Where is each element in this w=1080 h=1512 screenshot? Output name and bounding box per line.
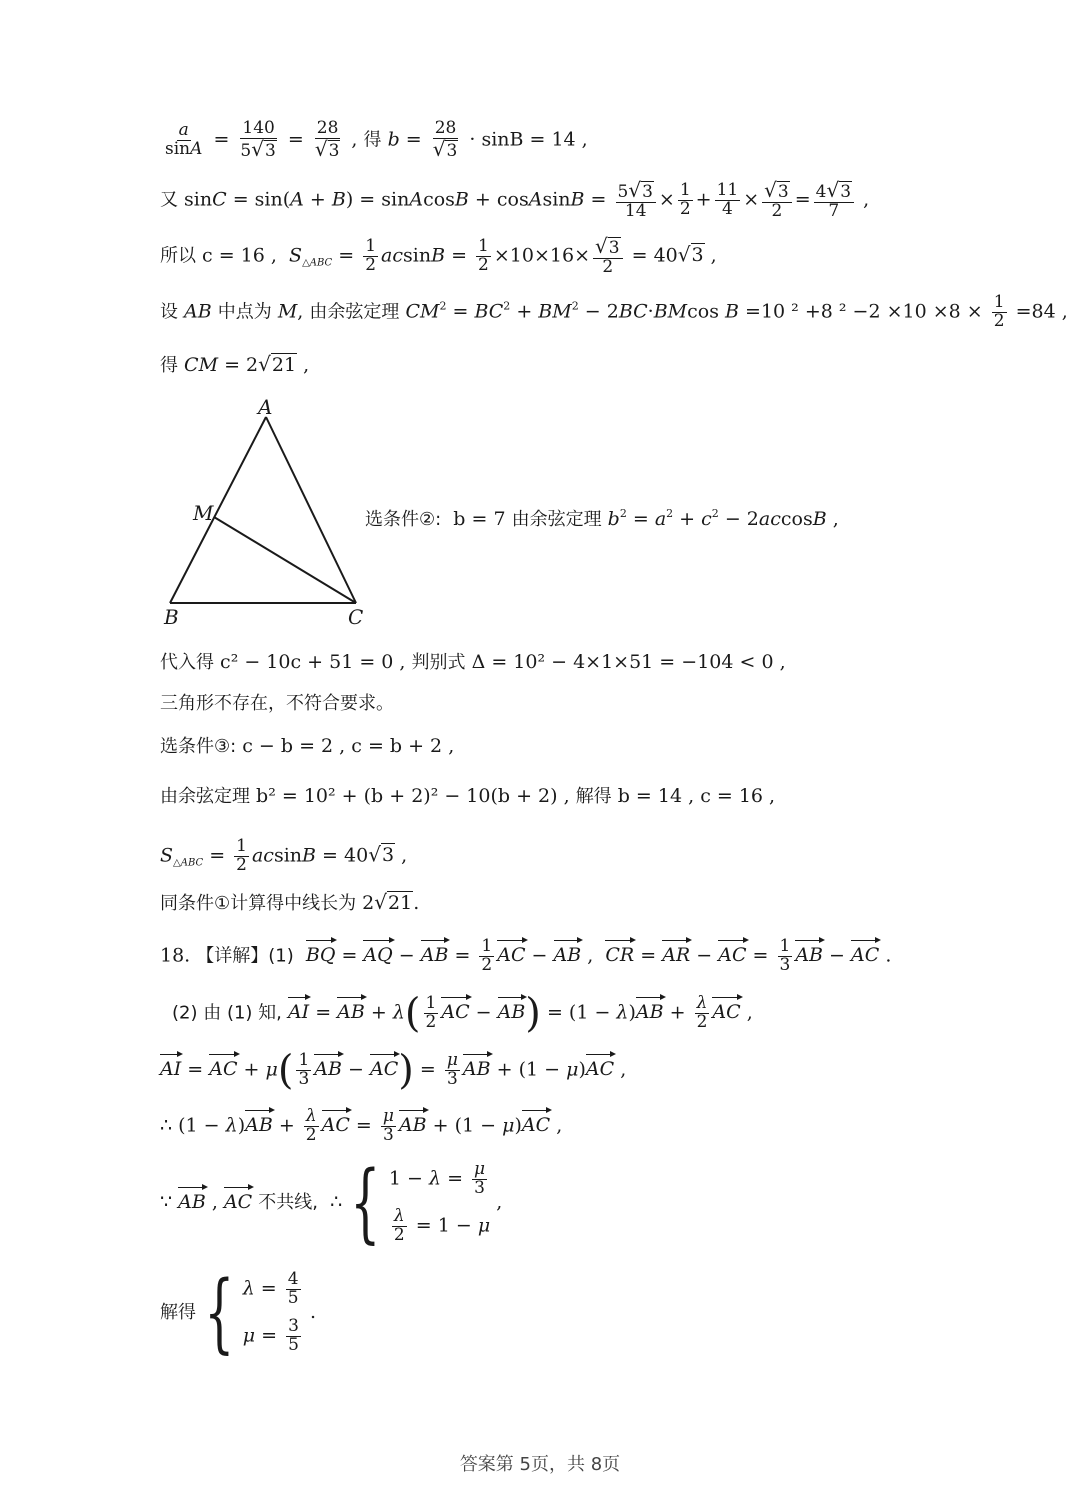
solution-line-13: 18. 【详解】(1) BQ = AQ − AB = $\frac{1}{2}$ AC − AB , CR = AR − AC = $\frac{1}{3}$ AB − AC . — [160, 936, 892, 975]
cm-computation: =10 ² +8 ² −2 ×10 ×8 × — [745, 300, 983, 323]
equation-system-2: λ = $\frac{4}{5}$ μ = $\frac{3}{5}$ — [242, 1269, 299, 1355]
detail-tag: 【详解】(1) — [196, 945, 294, 967]
text-cosine-law-2: 由余弦定理 — [511, 509, 602, 530]
solution-line-14: (2) 由 (1) 知, AI = AB + λ( $\frac{1}{2}$ AC − AB) = (1 − λ)AB + $\frac{\lambda}{2}$ AC , — [172, 990, 753, 1037]
solution-line-17: ∵ AB , AC 不共线, ∴{ 1 − λ = $\frac{\mu}{3}$ $\frac{\lambda}{2}$ = 1 − μ , — [160, 1153, 503, 1253]
solution-line-2: 又 sinC = sin(A + B) = sinAcosB + cosAsinB = $\frac{5√3}{14}$ × $\frac{1}{2}$ + $\frac{11}{4}$ × $\frac{√3}{2}$ = $\frac{4√3}{7}$ , — [160, 178, 870, 221]
b-value: b = 7 — [453, 508, 506, 530]
text-cond3: 选条件③: — [160, 736, 237, 757]
quadratic-equation: c² − 10c + 51 = 0 , — [220, 651, 406, 673]
text-cosine-law-3: 由余弦定理 — [160, 786, 250, 807]
text-not-collinear: 不共线, — [258, 1192, 318, 1213]
cm-result: =84 , — [1015, 300, 1068, 323]
text-jiede-2: 解得 — [160, 1302, 196, 1323]
text-cosine-law: 由余弦定理 — [309, 301, 400, 323]
solution-line-9 — [160, 734, 454, 759]
label-b: B — [164, 605, 179, 629]
brace-symbol-2: { — [204, 1263, 235, 1363]
page-footer: 答案第 5页，共 8页 — [459, 1454, 621, 1475]
solution-line-11: $S_{\triangle ABC}$ = $\frac{1}{2}$ acsinB = 40√3 , — [160, 836, 408, 875]
solution-line-18: 解得{ λ = $\frac{4}{5}$ μ = $\frac{3}{5}$ . — [160, 1263, 316, 1363]
c-value: c = 16 , — [202, 244, 277, 267]
problem-number: 18. — [160, 944, 191, 967]
bc-values: b = 14 , c = 16 , — [617, 785, 776, 807]
text-you: 又 — [160, 189, 178, 211]
equation-system-1: 1 − λ = $\frac{\mu}{3}$ $\frac{\lambda}{2}$ = 1 − μ — [388, 1159, 491, 1245]
text-cond2: 选条件②: — [365, 509, 442, 530]
text-de-2: 得 — [160, 355, 178, 376]
solution-line-16: ∴ (1 − λ)AB + $\frac{\lambda}{2}$ AC = $\frac{\mu}{3}$ AB + (1 − μ)AC , — [160, 1106, 563, 1145]
side-ab — [170, 417, 266, 603]
solution-line-8: 三角形不存在，不符合要求。 — [160, 693, 394, 714]
sinb-result: sinB = 14 , — [481, 128, 588, 151]
cosine-equation: b² = 10² + (b + 2)² − 10(b + 2) , — [256, 785, 570, 807]
solution-line-15: AI = AC + μ( $\frac{1}{3}$ AB − AC) = $\frac{\mu}{3}$ AB + (1 − μ)AC , — [160, 1047, 627, 1094]
text-she: 设 — [160, 301, 178, 323]
text-dairu: 代入得 — [160, 652, 214, 673]
label-m: M — [193, 501, 214, 525]
discriminant-value: Δ = 10² − 4×1×51 = −104 < 0 , — [471, 651, 786, 673]
label-a: A — [258, 395, 273, 419]
solution-line-7 — [160, 650, 786, 675]
text-de: 得 — [363, 129, 382, 151]
condition-2-line: 选条件②: b = 7 由余弦定理 $b^2 = a^2 + c^2 - 2accosB$ , — [365, 507, 839, 530]
brace-symbol: { — [350, 1153, 381, 1253]
text-jiede: 解得 — [575, 786, 612, 807]
solution-line-1: $\frac{a}{\sin A}$ = $\frac{140}{5√3}$ = $\frac{28}{√3}$ , 得 b = $\frac{28}{√3}$ · sinB = 14 , — [165, 118, 588, 161]
triangle-figure — [160, 395, 380, 635]
text-part2: (2) 由 (1) 知, — [172, 1002, 282, 1024]
solution-line-5: 得 CM = 2√21 , — [160, 352, 310, 376]
solution-line-4: 设 AB 中点为 M, 由余弦定理 $CM^2 = BC^2 + BM^2 - 2BC\cdot BMcos$ B =10 ² +8 ² −2 ×10 ×8 × $\frac{1}{2}$ =84 , — [160, 292, 1068, 331]
text-midpoint: 中点为 — [217, 301, 272, 323]
text-suoyi: 所以 — [160, 245, 196, 267]
cond3-equation: c − b = 2 , c = b + 2 , — [242, 735, 455, 757]
solution-line-12: 同条件①计算得中线长为 2√21. — [160, 890, 420, 914]
solution-line-3: 所以 c = 16 , $S_{\triangle ABC}$ = $\frac{1}{2}$ acsinB = $\frac{1}{2}$ ×10×16× $\frac{√3}{2}$ = 40√3 , — [160, 234, 717, 277]
solution-line-10 — [160, 784, 775, 809]
label-c: C — [348, 605, 364, 629]
text-discriminant: 判别式 — [411, 652, 466, 673]
text-median-length: 同条件①计算得中线长为 — [160, 893, 357, 914]
